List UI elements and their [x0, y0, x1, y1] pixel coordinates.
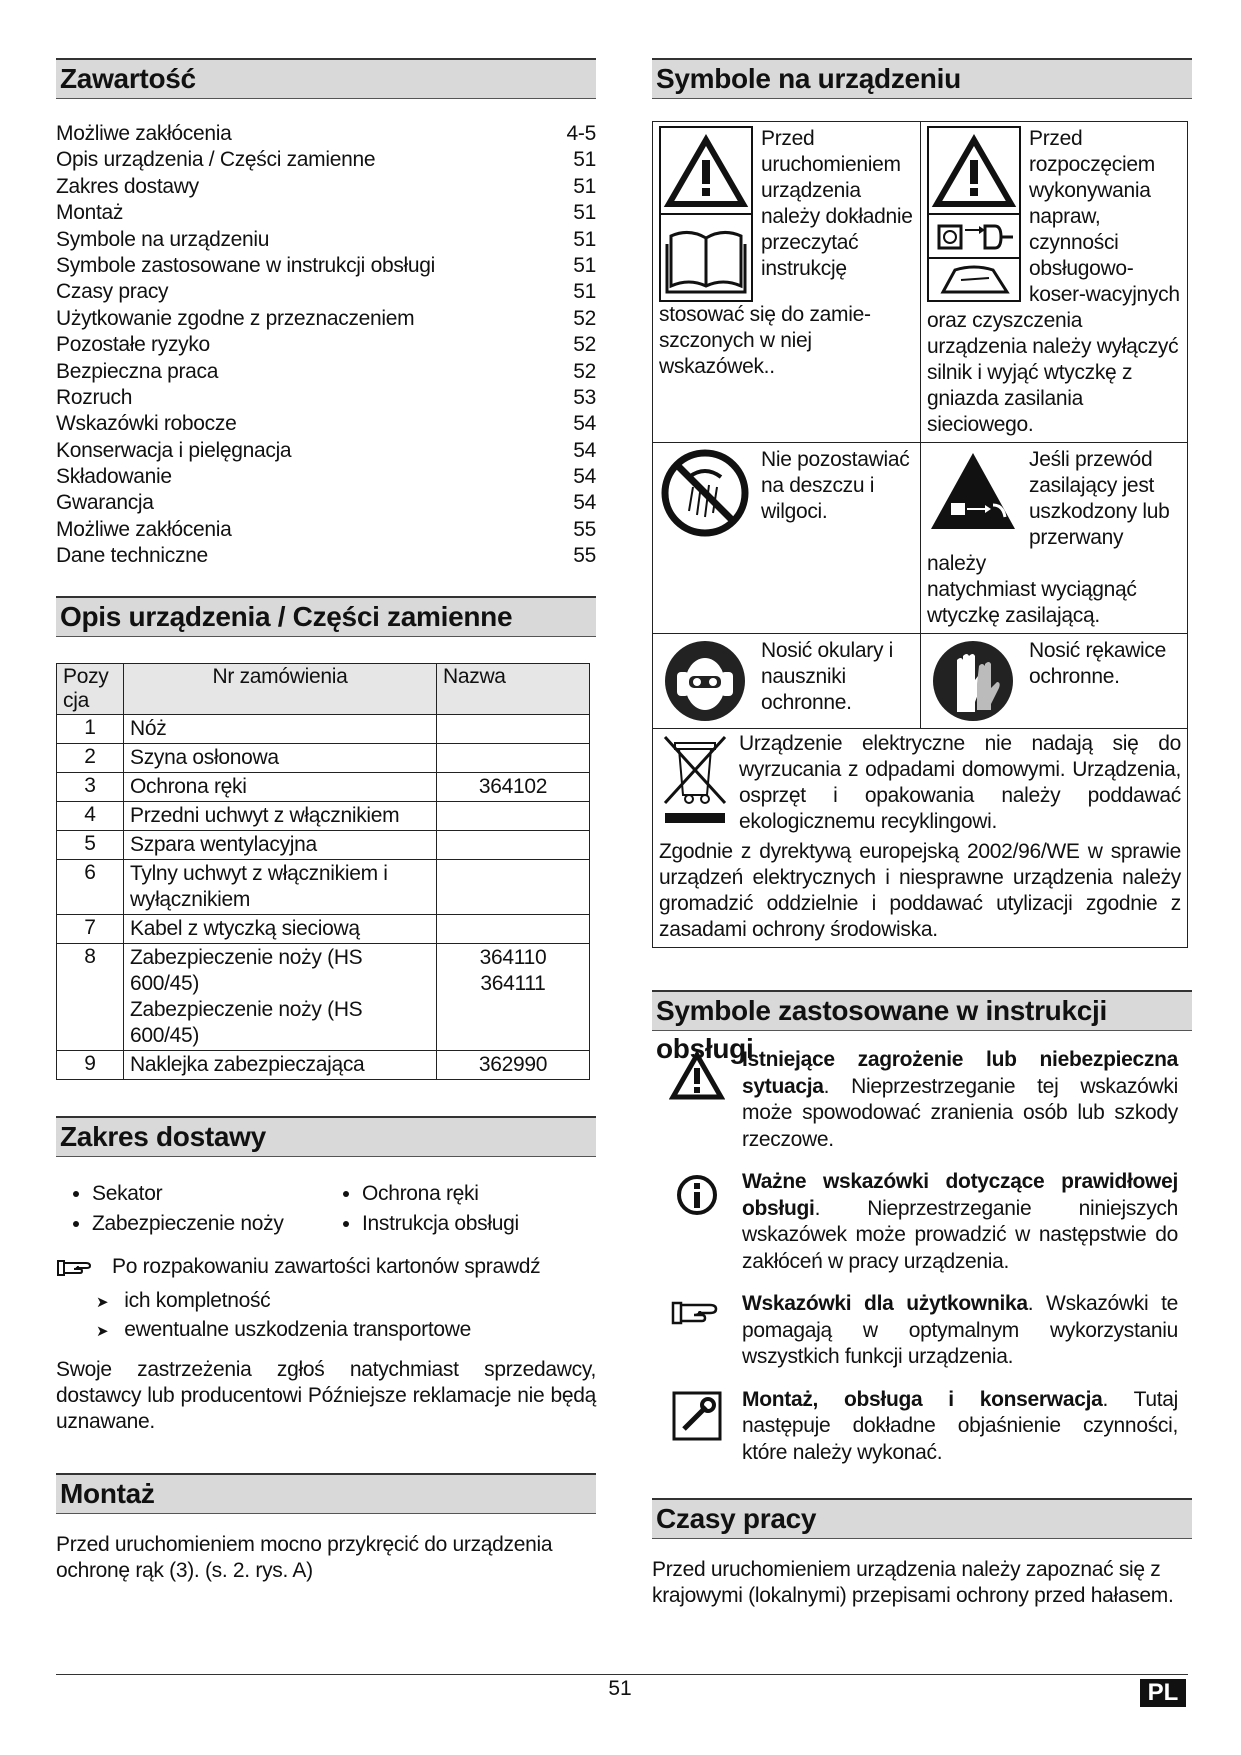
toc-item-label: Możliwe zakłócenia [56, 122, 232, 145]
list-item: • Instrukcja obsługi [362, 1209, 596, 1239]
symbols-heading: Symbole na urządzeniu [652, 58, 1192, 99]
part-number: 7 [57, 914, 124, 943]
toc-item [56, 279, 596, 305]
toc-item-label: Symbole na urządzeniu [56, 227, 270, 251]
goggles-text: Nosić okulary i nauszniki ochronne. [761, 639, 894, 714]
toc-item [56, 438, 596, 464]
toc-item [56, 385, 596, 411]
part-number: 3 [57, 772, 124, 801]
part-code-cell [437, 830, 590, 859]
toc-item [56, 227, 596, 253]
legend-danger-title: Istniejące zagrożenie lub niebezpieczna sytuacja [742, 1048, 1178, 1098]
page-number: 51 [608, 1677, 632, 1700]
left-column [56, 58, 596, 1584]
part-code-cell [437, 943, 590, 1050]
part-desc-cell [124, 859, 437, 914]
toc-item [56, 332, 596, 358]
toc-item [56, 543, 596, 569]
damaged-cable-tail: natychmiast wyciągnąć wtyczkę zasilającą. [927, 578, 1137, 627]
part-code: 362990 [478, 1052, 548, 1076]
legend-important-text: . Nieprzestrzeganie niniejszych wskazówek może prowadzić w następstwie do zakłóceń w pracy urządzenia. [742, 1196, 1178, 1273]
legend-list [652, 1047, 1192, 1466]
toc-item-page: 4-5 [566, 122, 596, 145]
part-desc-cell [124, 1050, 437, 1079]
part-number: 9 [57, 1050, 124, 1079]
symbol-goggles [653, 634, 920, 728]
toc-item-label: Gwarancja [56, 491, 154, 515]
toc-item-page: 51 [573, 280, 596, 304]
before-repair-icon-stack [927, 126, 1023, 302]
part-desc-cell [124, 801, 437, 830]
toc-item-label: Montaż [56, 201, 124, 225]
part-desc-cell [124, 943, 437, 1050]
delivery-checks [96, 1287, 596, 1345]
goggles-earmuffs-icon [659, 638, 751, 724]
check-item: ➤ ich kompletność [96, 1287, 596, 1316]
damaged-cable-text: Jeśli przewód zasilający jest uszkodzony lub przerwany należy [927, 448, 1170, 575]
toc-item-label: Możliwe zakłócenia [56, 517, 232, 541]
symbol-damaged-cable [920, 443, 1187, 633]
language-badge: PL [1140, 1679, 1186, 1707]
part-desc-cell [124, 714, 437, 743]
table-row [57, 859, 590, 914]
worktime-heading: Czasy pracy [652, 1498, 1192, 1539]
part-code: 364102 [478, 774, 548, 798]
before-repair-tail: urządzenia należy wyłączyć silnik i wyjąć wtyczkę z gniazda zasilania sieciowego. [927, 335, 1179, 436]
no-rain-text: Nie pozostawiać na deszczu i wilgoci. [761, 448, 910, 523]
part-desc-cell [124, 914, 437, 943]
symbols-box [652, 121, 1188, 948]
delivery-note: Swoje zastrzeżenia zgłoś natychmiast sprzedawcy, dostawcy lub producentowi Późniejsze reklamacje nie będą uznawane. [56, 1357, 596, 1433]
symbols-row-1 [653, 122, 1187, 443]
gloves-text: Nosić rękawice ochronne. [1029, 639, 1167, 688]
parts-header-row [57, 663, 590, 714]
list-item: • Ochrona ręki [362, 1179, 596, 1209]
delivery-list-col1 [56, 1179, 326, 1239]
crossed-bin-icon [659, 731, 731, 829]
no-rain-icon [659, 447, 751, 539]
right-column [652, 58, 1192, 1609]
toc-item-label: Zakres dostawy [56, 174, 199, 198]
part-code-cell [437, 859, 590, 914]
info-icon [675, 1173, 719, 1217]
part-desc: Nóż [130, 716, 167, 740]
toc-item-page: 53 [573, 385, 596, 409]
part-code-cell [437, 914, 590, 943]
legend-user-tips [652, 1291, 1192, 1371]
parts-header-name: Nazwa [437, 663, 590, 714]
part-code: 364110 [479, 945, 547, 969]
toc-item-label: Użytkowanie zgodne z przeznaczeniem [56, 306, 415, 330]
delivery-heading: Zakres dostawy [56, 1116, 596, 1157]
goggles-icon-box [659, 638, 755, 724]
toc-item-label: Opis urządzenia / Części zamienne [56, 148, 376, 172]
symbol-no-rain [653, 443, 920, 633]
table-row [57, 943, 590, 1050]
table-row [57, 772, 590, 801]
toc-item [56, 464, 596, 490]
part-desc-cell [124, 772, 437, 801]
toc-item-label: Konserwacja i pielęgnacja [56, 438, 292, 462]
table-row [57, 830, 590, 859]
part-code-cell [437, 714, 590, 743]
toc-list [56, 121, 596, 570]
parts-header-pos: Pozy cja [57, 663, 124, 714]
legend-heading: Symbole zastosowane w instrukcji obsługi [652, 990, 1192, 1031]
part-code-cell [437, 772, 590, 801]
part-desc: Przedni uchwyt z włącznikiem [130, 803, 400, 827]
toc-item-label: Bezpieczna praca [56, 359, 219, 383]
toc-item-label: Symbole zastosowane w instrukcji obsługi [56, 253, 436, 277]
part-number: 1 [57, 714, 124, 743]
toc-item-page: 52 [573, 359, 596, 383]
toc-item [56, 359, 596, 385]
symbols-row-3 [653, 634, 1187, 729]
before-repair-text: Przed rozpoczęciem wykonywania napraw, czynności obsługowo-koser-wacyjnych oraz czyszczenia [927, 127, 1180, 332]
delivery-hint-text: Po rozpakowaniu zawartości kartonów sprawdź [112, 1254, 541, 1278]
legend-maintenance [652, 1387, 1192, 1467]
legend-important-title: Ważne wskazówki dotyczące prawidłowej obsługi [742, 1170, 1178, 1220]
damaged-cable-icon-box [927, 447, 1023, 539]
check-item: ➤ ewentualne uszkodzenia transportowe [96, 1316, 596, 1345]
part-desc: Szpara wentylacyjna [130, 832, 317, 856]
part-number: 2 [57, 743, 124, 772]
toc-item-label: Składowanie [56, 465, 172, 489]
toc-item-label: Pozostałe ryzyko [56, 333, 210, 357]
part-number: 5 [57, 830, 124, 859]
toc-item [56, 411, 596, 437]
toc-item [56, 253, 596, 279]
legend-danger-text: . Nieprzestrzeganie tej wskazówki może spowodować zranienia osób lub szkody rzeczowe. [742, 1074, 1178, 1151]
legend-danger [652, 1047, 1192, 1153]
assembly-text: Przed uruchomieniem mocno przykręcić do urządzenia ochronę rąk (3). (s. 2. rys. A) [56, 1532, 553, 1582]
delivery-list-col2 [326, 1179, 596, 1239]
toc-item-page: 55 [573, 517, 596, 541]
part-code-cell [437, 743, 590, 772]
footer-divider [56, 1674, 1188, 1675]
toc-item-label: Dane techniczne [56, 544, 208, 568]
symbol-before-repair [920, 122, 1187, 442]
no-rain-icon-box [659, 447, 755, 539]
legend-user-tips-text: . Wskazówki te pomagają w optymalnym wykorzystaniu wszystkich funkcji urządzenia. [742, 1292, 1178, 1368]
part-desc-cell [124, 830, 437, 859]
pointing-hand-icon [56, 1255, 96, 1279]
part-desc: Kabel z wtyczką sieciową [130, 916, 360, 940]
symbols-row-2 [653, 443, 1187, 634]
legend-maintenance-title: Montaż, obsługa i konserwacja [742, 1387, 1103, 1411]
worktime-text: Przed uruchomieniem urządzenia należy zapoznać się z krajowymi (lokalnymi) przepisami ochrony przed hałasem. [652, 1558, 1174, 1607]
delivery-list [56, 1179, 596, 1239]
toc-item [56, 490, 596, 516]
part-code-cell [437, 801, 590, 830]
part-desc: Naklejka zabezpieczająca [130, 1052, 365, 1076]
toc-item-label: Czasy pracy [56, 280, 169, 304]
part-number: 4 [57, 801, 124, 830]
toc-item [56, 306, 596, 332]
warning-book-icon [659, 126, 753, 302]
parts-heading: Opis urządzenia / Części zamienne [56, 596, 596, 637]
part-number: 6 [57, 859, 124, 914]
gloves-icon [927, 638, 1019, 724]
toc-item-label: Rozruch [56, 385, 133, 409]
assembly-heading: Montaż [56, 1473, 596, 1514]
list-item: • Zabezpieczenie noży [92, 1209, 326, 1239]
toc-item [56, 174, 596, 200]
part-code-cell [437, 1050, 590, 1079]
part-desc: Szyna osłonowa [130, 745, 279, 769]
part-desc-cell [124, 743, 437, 772]
part-code-2: 364111 [480, 971, 546, 995]
toc-item-page: 54 [573, 491, 596, 515]
table-row [57, 914, 590, 943]
damaged-cable-icon [927, 447, 1019, 539]
toc-item-page: 55 [573, 544, 596, 568]
legend-important [652, 1169, 1192, 1275]
toc-heading: Zawartość [56, 58, 596, 99]
pointing-hand-icon [670, 1295, 724, 1329]
delivery-hint [56, 1255, 596, 1279]
toc-item-page: 54 [573, 412, 596, 436]
toc-item-page: 51 [573, 227, 596, 251]
table-row [57, 714, 590, 743]
symbol-gloves [920, 634, 1187, 728]
toc-item-page: 54 [573, 465, 596, 489]
part-desc: Tylny uchwyt z włącznikiem i wyłącznikiem [130, 861, 388, 911]
toc-item-page: 52 [573, 306, 596, 330]
directive-text: Zgodnie z dyrektywą europejską 2002/96/WE w sprawie urządzeń elektrycznych i niesprawne urządzenia należy gromadzić oddzielnie i poddawać utylizacji zgodnie z zasadami ochrony środowiska. [659, 840, 1181, 941]
toc-item-page: 52 [573, 333, 596, 357]
toc-item [56, 200, 596, 226]
toc-item-page: 51 [573, 174, 596, 198]
warning-unplug-icon [927, 126, 1021, 302]
part-number: 8 [57, 943, 124, 1050]
gloves-icon-box [927, 638, 1023, 724]
toc-item-page: 51 [573, 201, 596, 225]
part-desc: Zabezpieczenie noży (HS 600/45) [130, 945, 363, 995]
toc-item [56, 147, 596, 173]
toc-item-label: Wskazówki robocze [56, 412, 237, 436]
read-manual-icon-stack [659, 126, 755, 302]
table-row [57, 801, 590, 830]
part-desc-2: Zabezpieczenie noży (HS 600/45) [130, 997, 363, 1047]
list-item: • Sekator [92, 1179, 326, 1209]
toc-item [56, 121, 596, 147]
symbol-read-manual [653, 122, 920, 442]
read-manual-text: Przed uruchomieniem urządzenia należy dokładnie przeczytać instrukcję [761, 127, 913, 280]
symbol-weee [653, 729, 1187, 947]
toc-item [56, 517, 596, 543]
legend-maintenance-text: . Tutaj następuje dokładne objaśnienie czynności, które należy wykonać. [742, 1387, 1178, 1464]
toc-item-page: 51 [573, 148, 596, 172]
table-row [57, 1050, 590, 1079]
parts-table [56, 663, 590, 1080]
table-row [57, 743, 590, 772]
read-manual-tail: stosować się do zamie-szczonych w niej wskazówek.. [659, 303, 871, 378]
danger-icon [669, 1051, 725, 1101]
legend-user-tips-title: Wskazówki dla użytkownika [742, 1292, 1028, 1315]
part-desc: Ochrona ręki [130, 774, 247, 798]
weee-text: Urządzenie elektryczne nie nadają się do wyrzucania z odpadami domowymi. Urządzenia, osprzęt i opakowania należy poddawać ekologicznemu recyklingowi. [739, 732, 1181, 833]
parts-header-order: Nr zamówienia [124, 663, 437, 714]
toc-item-page: 51 [573, 253, 596, 277]
toc-item-page: 54 [573, 438, 596, 462]
wrench-icon [672, 1391, 722, 1441]
